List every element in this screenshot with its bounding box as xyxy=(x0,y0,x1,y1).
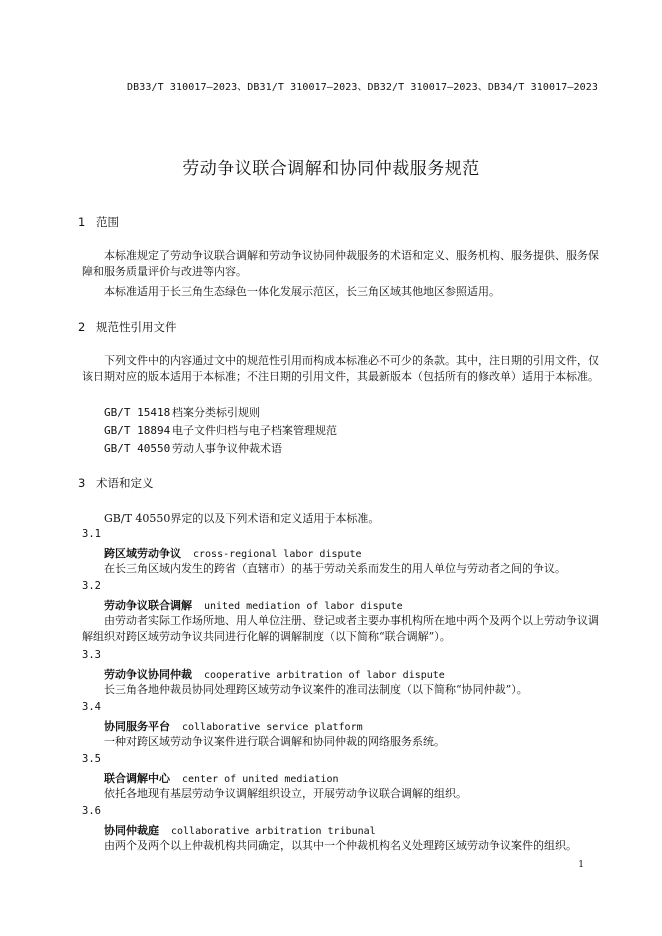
page-number: 1 xyxy=(578,860,584,870)
term-name xyxy=(104,822,376,838)
reference-item xyxy=(104,404,260,420)
term-zh: 劳动争议联合调解 xyxy=(104,599,192,612)
term-definition: 由劳动者实际工作场所地、用人单位注册、登记或者主要办事机构所在地中两个及两个以上劳动争议调解组织对跨区域劳动争议共同进行化解的调解制度（以下简称“联合调解”）。 xyxy=(82,614,599,643)
reference-code: GB/T 15418 xyxy=(104,406,171,419)
term-definition: 由两个及两个以上仲裁机构共同确定，以其中一个仲裁机构名义处理跨区域劳动争议案件的组织。 xyxy=(104,839,577,852)
term-number: 3.1 xyxy=(82,528,101,540)
term-name xyxy=(104,770,339,786)
reference-code: GB/T 40550 xyxy=(104,442,171,455)
term-en: cross-regional labor dispute xyxy=(193,549,362,560)
term-definition: 在长三角区域内发生的跨省（直辖市）的基于劳动关系而发生的用人单位与劳动者之间的争议。 xyxy=(104,562,566,575)
reference-item xyxy=(104,422,337,438)
term-zh: 劳动争议协同仲裁 xyxy=(104,668,192,681)
term-zh: 协同服务平台 xyxy=(104,720,170,733)
term-number: 3.5 xyxy=(82,753,101,765)
term-number: 3.3 xyxy=(82,649,101,661)
term-zh: 联合调解中心 xyxy=(104,772,170,785)
section-title: 范围 xyxy=(96,215,119,229)
reference-code: GB/T 18894 xyxy=(104,424,171,437)
section-heading-3 xyxy=(78,475,154,491)
reference-item xyxy=(104,440,282,456)
term-name xyxy=(104,545,362,561)
term-definition: 一种对跨区域劳动争议案件进行联合调解和协同仲裁的网络服务系统。 xyxy=(104,735,445,748)
term-number: 3.2 xyxy=(82,580,101,592)
section-number: 1 xyxy=(78,215,86,229)
section-number: 3 xyxy=(78,476,86,490)
term-number: 3.6 xyxy=(82,805,101,817)
document-title: 劳动争议联合调解和协同仲裁服务规范 xyxy=(182,159,480,179)
term-en: collaborative service platform xyxy=(182,722,363,733)
scope-paragraph-2: 本标准适用于长三角生态绿色一体化发展示范区，长三角区域其他地区参照适用。 xyxy=(104,285,500,298)
reference-title: 电子文件归档与电子档案管理规范 xyxy=(172,424,337,437)
reference-title: 劳动人事争议仲裁术语 xyxy=(172,442,282,455)
term-en: collaborative arbitration tribunal xyxy=(171,826,376,837)
section-heading-2 xyxy=(78,319,177,335)
term-en: center of united mediation xyxy=(182,774,339,785)
term-en: united mediation of labor dispute xyxy=(204,601,403,612)
scope-paragraph-1: 本标准规定了劳动争议联合调解和劳动争议协同仲裁服务的术语和定义、服务机构、服务提供、服务保障和服务质量评价与改进等内容。 xyxy=(82,249,599,278)
term-number: 3.4 xyxy=(82,701,101,713)
section-number: 2 xyxy=(78,320,86,334)
term-en: cooperative arbitration of labor dispute xyxy=(204,670,445,681)
term-definition: 依托各地现有基层劳动争议调解组织设立，开展劳动争议联合调解的组织。 xyxy=(104,787,467,800)
term-zh: 协同仲裁庭 xyxy=(104,824,159,837)
reference-title: 档案分类标引规则 xyxy=(172,406,260,419)
section-title: 规范性引用文件 xyxy=(96,320,177,334)
references-intro: 下列文件中的内容通过文中的规范性引用而构成本标准必不可少的条款。其中，注日期的引用文件，仅该日期对应的版本适用于本标准；不注日期的引用文件，其最新版本（包括所有的修改单）适用于本标准。 xyxy=(82,354,599,383)
section-title: 术语和定义 xyxy=(96,476,154,490)
standard-number-header: DB33/T 310017—2023、DB31/T 310017—2023、DB32/T 310017—2023、DB34/T 310017—2023 xyxy=(127,82,598,93)
term-name xyxy=(104,718,363,734)
term-name xyxy=(104,597,403,613)
terms-intro: GB/T 40550界定的以及下列术语和定义适用于本标准。 xyxy=(104,512,380,525)
term-zh: 跨区域劳动争议 xyxy=(104,547,181,560)
term-name xyxy=(104,666,445,682)
section-heading-1 xyxy=(78,214,119,230)
term-definition: 长三角各地仲裁员协同处理跨区域劳动争议案件的准司法制度（以下简称“协同仲裁”）。 xyxy=(104,683,528,696)
